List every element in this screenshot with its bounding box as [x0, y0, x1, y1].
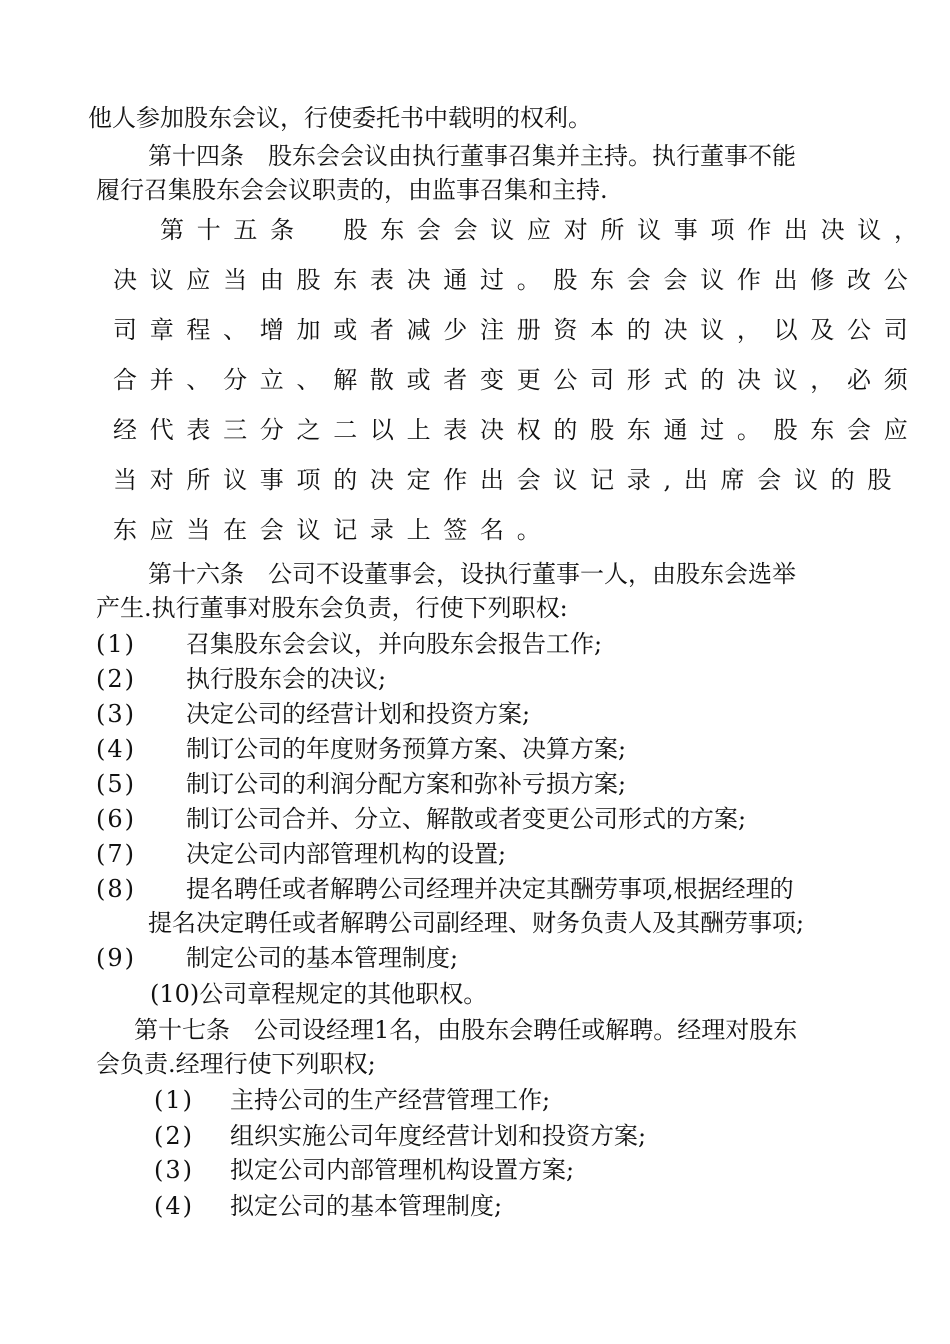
list-item-number: (8) [96, 875, 136, 903]
text-line: 合并、分立、解散或者变更公司形式的决议，必须 [113, 366, 921, 394]
list-item-text: 制订公司的利润分配方案和弥补亏损方案; [186, 770, 627, 798]
list-item [96, 842, 506, 866]
list-item-text: 主持公司的生产经营管理工作; [230, 1086, 551, 1114]
list-item-number: (2) [154, 1122, 194, 1150]
list-item [96, 877, 794, 901]
list-item [96, 632, 602, 656]
article-15-heading-line: 第十五条 股东会会议应对所议事项作出决议， [160, 216, 931, 244]
article-16-heading-line: 第十六条 公司不设董事会，设执行董事一人，由股东会选举 [148, 560, 796, 588]
list-item-number: (2) [96, 665, 136, 693]
list-item-number: (4) [96, 735, 136, 763]
list-item-number: (3) [154, 1156, 194, 1184]
list-item-text: 决定公司内部管理机构的设置; [186, 840, 507, 868]
text-line: 经代表三分之二以上表决权的股东通过。股东会应 [113, 416, 921, 444]
list-item [96, 807, 746, 831]
text-line: 产生.执行董事对股东会负责，行使下列职权: [96, 594, 568, 622]
list-item-text: 执行股东会的决议; [186, 665, 387, 693]
list-item [96, 772, 626, 796]
list-item-text: 召集股东会会议，并向股东会报告工作; [186, 630, 603, 658]
text-line: 司章程、增加或者减少注册资本的决议，以及公司 [113, 316, 921, 344]
list-item-number: (1) [96, 630, 136, 658]
list-item-text: 拟定公司的基本管理制度; [230, 1192, 503, 1220]
text-line: 决议应当由股东表决通过。股东会会议作出修改公 [113, 266, 921, 294]
list-item [96, 737, 626, 761]
list-item-number: (6) [96, 805, 136, 833]
list-item-text: 拟定公司内部管理机构设置方案; [230, 1156, 575, 1184]
text-line: 他人参加股东会议，行使委托书中载明的权利。 [88, 104, 592, 132]
text-line: 东应当在会议记录上签名。 [113, 516, 554, 544]
list-item-number: (3) [96, 700, 136, 728]
list-item-text: 制订公司合并、分立、解散或者变更公司形式的方案; [186, 805, 747, 833]
list-item-number: (9) [96, 944, 136, 972]
list-item-text: 提名聘任或者解聘公司经理并决定其酬劳事项,根据经理的 [186, 875, 794, 903]
list-item [154, 1124, 646, 1148]
list-item: (10)公司章程规定的其他职权。 [150, 980, 488, 1008]
article-17-heading-line: 第十七条 公司设经理1名，由股东会聘任或解聘。经理对股东 [134, 1016, 798, 1044]
list-item-number: (1) [154, 1086, 194, 1114]
text-line: 会负责.经理行使下列职权; [96, 1050, 376, 1078]
list-item-number: (7) [96, 840, 136, 868]
list-item-text: 决定公司的经营计划和投资方案; [186, 700, 531, 728]
article-14-heading-line: 第十四条 股东会会议由执行董事召集并主持。执行董事不能 [148, 142, 796, 170]
list-item-continuation: 提名决定聘任或者解聘公司副经理、财务负责人及其酬劳事项; [148, 909, 805, 937]
list-item [96, 702, 530, 726]
list-item-number: (5) [96, 770, 136, 798]
list-item-text: 制定公司的基本管理制度; [186, 944, 459, 972]
list-item [96, 946, 458, 970]
list-item [154, 1194, 502, 1218]
text-line: 当对所议事项的决定作出会议记录,出席会议的股 [113, 466, 905, 494]
list-item [96, 667, 386, 691]
list-item [154, 1158, 574, 1182]
list-item-text: 制订公司的年度财务预算方案、决算方案; [186, 735, 627, 763]
list-item-text: 组织实施公司年度经营计划和投资方案; [230, 1122, 647, 1150]
list-item [154, 1088, 550, 1112]
text-line: 履行召集股东会会议职责的，由监事召集和主持. [96, 176, 608, 204]
list-item-number: (4) [154, 1192, 194, 1220]
